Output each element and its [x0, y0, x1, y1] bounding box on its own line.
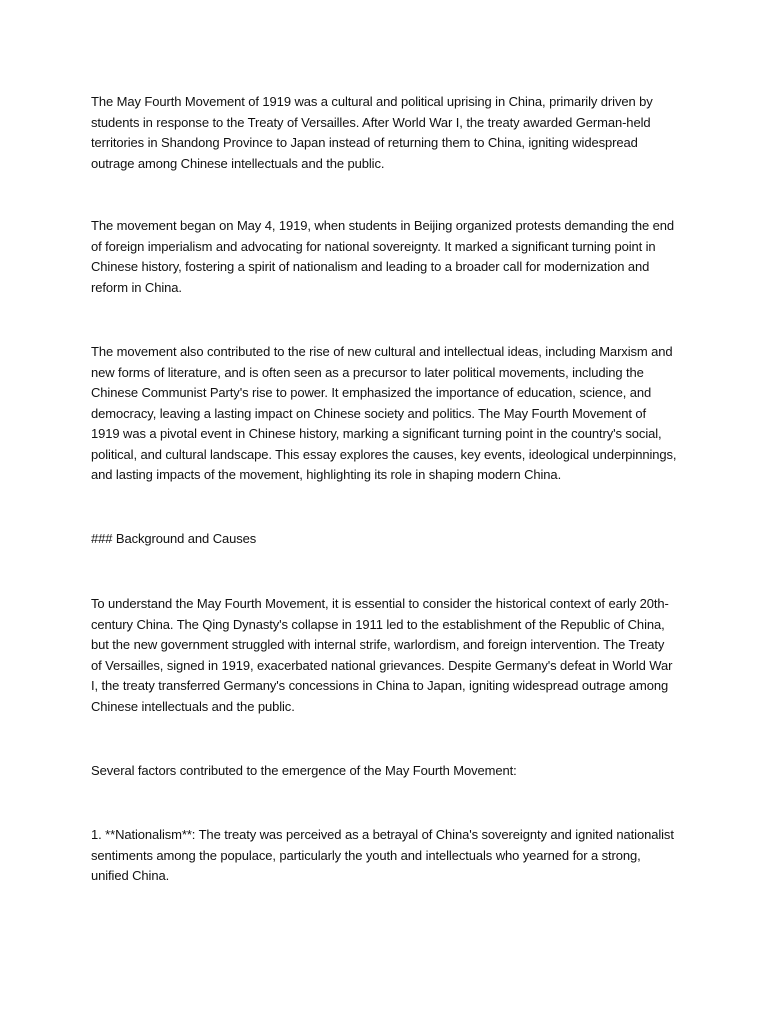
paragraph-nationalism: 1. **Nationalism**: The treaty was perceived as a betrayal of China's sovereignty and ignited nationalist sentiments among the populace, particularly the youth and intellectuals who yearned for a strong, unified China. [91, 827, 674, 883]
paragraph-cultural-impact: The movement also contributed to the rise of new cultural and intellectual ideas, including Marxism and new forms of literature, and is often seen as a precursor to later political movements, including the Chinese Communist Party's rise to power. It emphasized the importance of education, science, and democracy, leaving a lasting impact on Chinese society and politics. The May Fourth Movement of 1919 was a pivotal event in Chinese history, marking a significant turning point in the country's social, political, and cultural landscape. This essay explores the causes, key events, ideological underpinnings, and lasting impacts of the movement, highlighting its role in shaping modern China. [91, 344, 677, 482]
paragraph-movement-began: The movement began on May 4, 1919, when students in Beijing organized protests demanding the end of foreign imperialism and advocating for national sovereignty. It marked a significant turning point in Chinese history, fostering a spirit of nationalism and leading to a broader call for modernization and reform in China. [91, 218, 675, 295]
paragraph-intro: The May Fourth Movement of 1919 was a cultural and political uprising in China, primarily driven by students in response to the Treaty of Versailles. After World War I, the treaty awarded German-held territories in Shandong Province to Japan instead of returning them to China, igniting widespread outrage among Chinese intellectuals and the public. [91, 94, 653, 171]
paragraph-factors-intro: Several factors contributed to the emergence of the May Fourth Movement: [91, 763, 517, 778]
paragraph-historical-context: To understand the May Fourth Movement, it is essential to consider the historical context of early 20th-century China. The Qing Dynasty's collapse in 1911 led to the establishment of the Republic of China, but the new government struggled with internal strife, warlordism, and foreign intervention. The Treaty of Versailles, signed in 1919, exacerbated national grievances. Despite Germany's defeat in World War I, the treaty transferred Germany's concessions in China to Japan, igniting widespread outrage among Chinese intellectuals and the public. [91, 596, 673, 714]
section-heading-background: ### Background and Causes [91, 531, 257, 546]
